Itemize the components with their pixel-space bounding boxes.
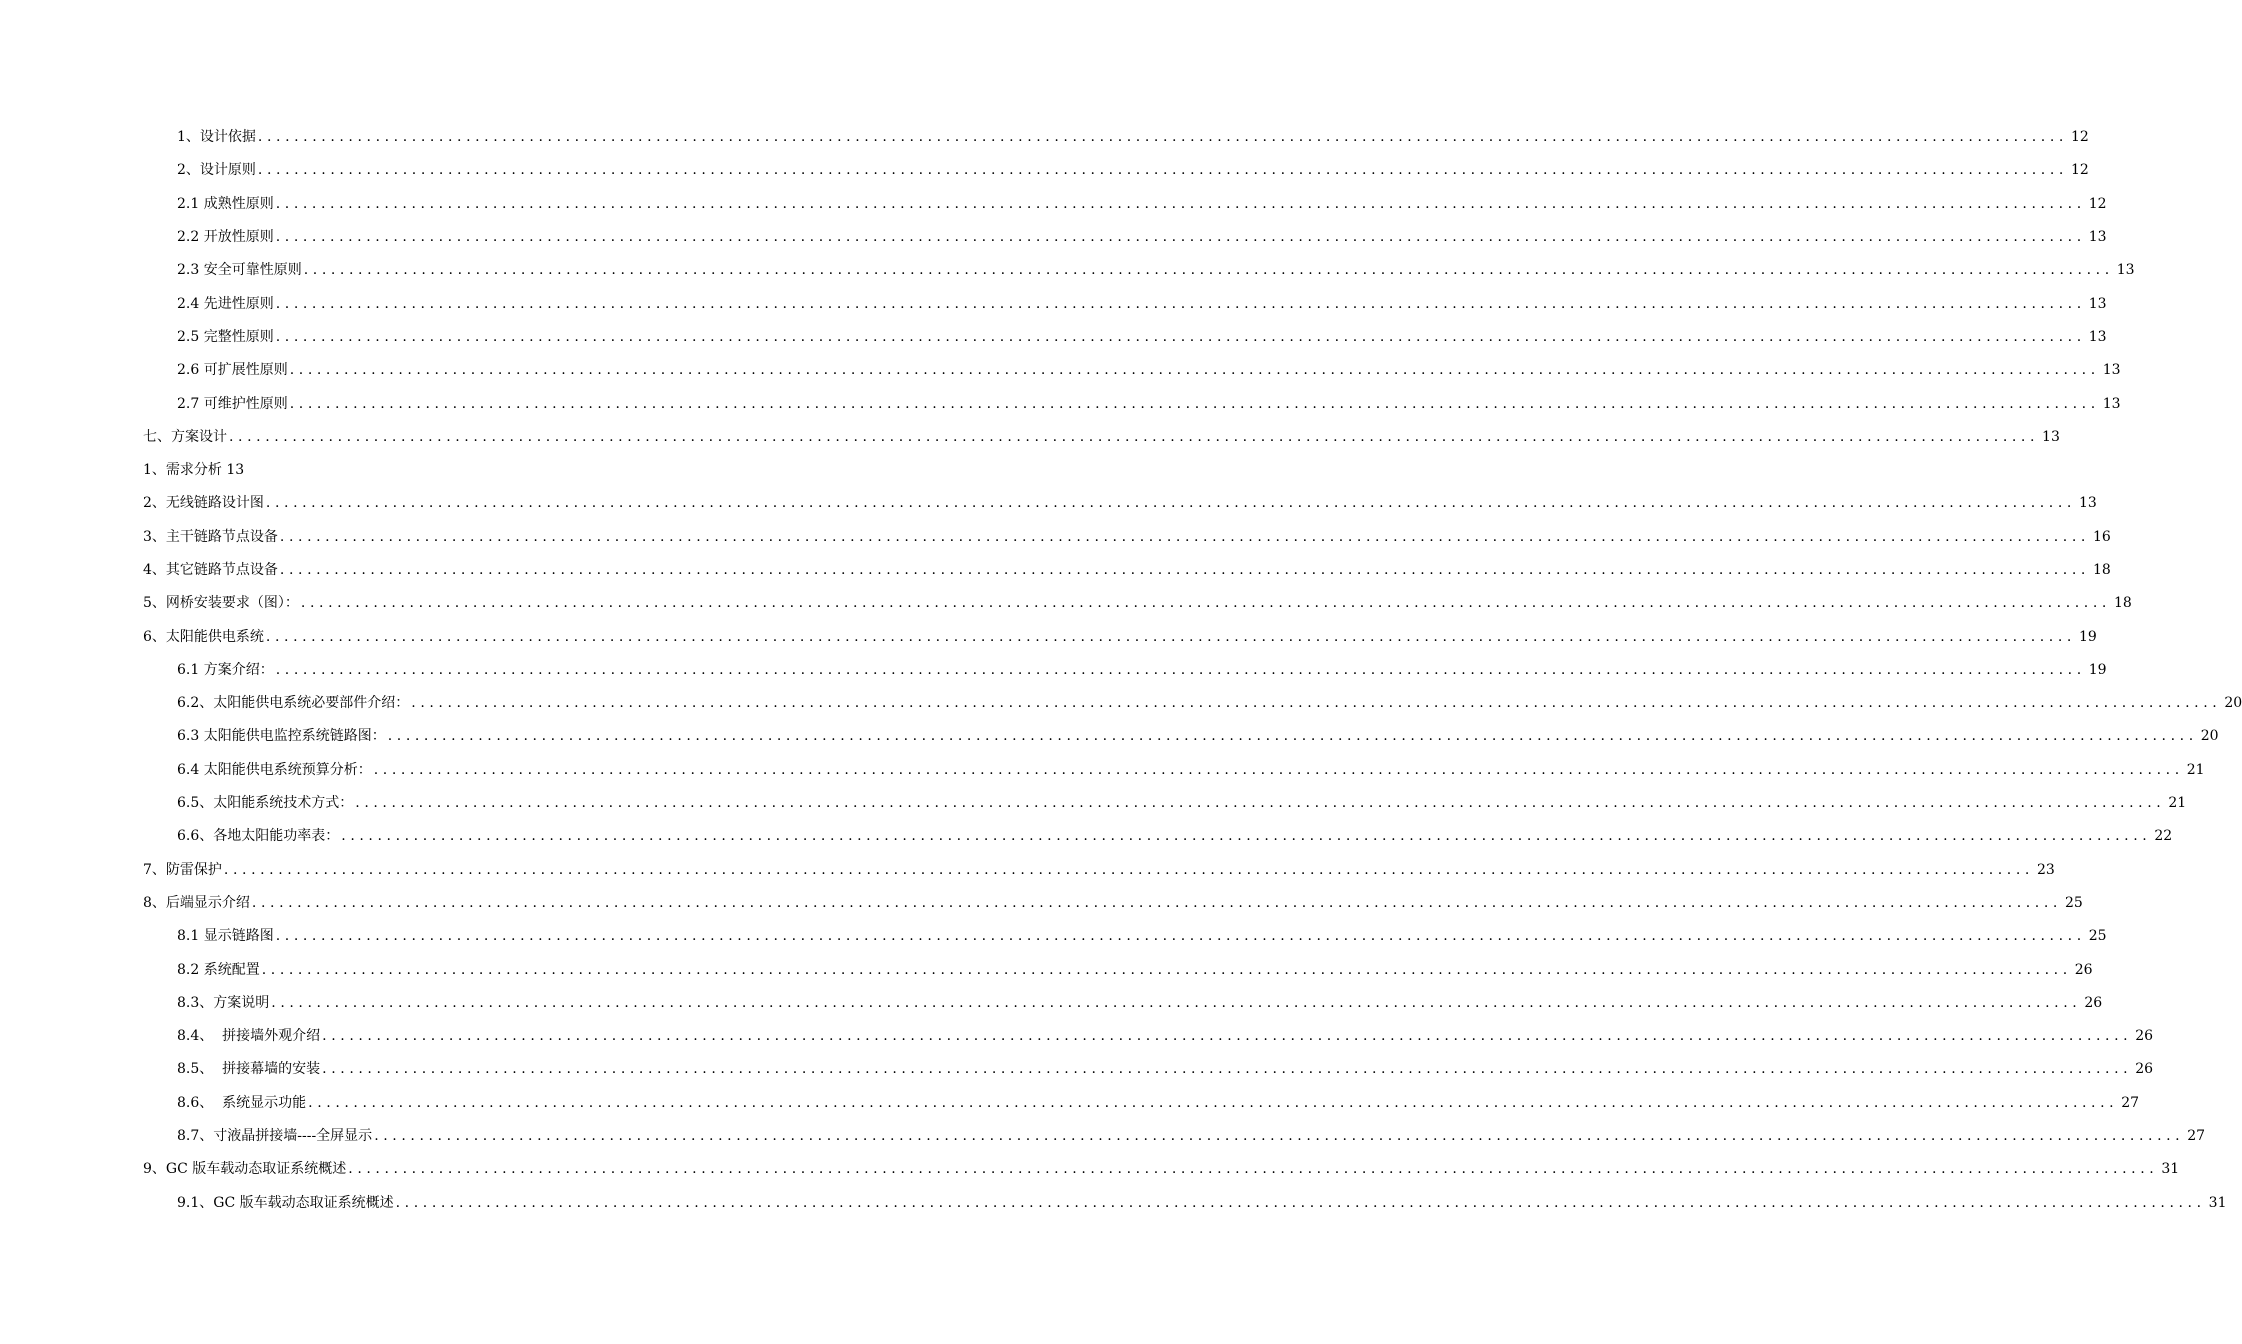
toc-entry[interactable]: [0, 121, 2089, 154]
toc-page-number: 16: [2092, 528, 2111, 545]
toc-entry[interactable]: [0, 154, 2089, 187]
toc-entry[interactable]: [0, 287, 2107, 320]
toc-page-number: 18: [2113, 595, 2132, 612]
toc-dot-leader: ........................................................................................................................................................................................................: [308, 1094, 2119, 1111]
toc-entry-label: 7、防雷保护: [143, 861, 222, 878]
toc-page-number: 19: [2088, 661, 2107, 678]
toc-entry[interactable]: [0, 953, 2093, 986]
toc-entry[interactable]: [0, 620, 2097, 653]
toc-page-number: 21: [2168, 795, 2187, 812]
toc-page-number: 26: [2084, 994, 2103, 1011]
toc-page-number: 27: [2187, 1128, 2206, 1145]
toc-entry[interactable]: [0, 987, 2103, 1020]
toc-dot-leader: ........................................................................................................................................................................................................: [257, 162, 2068, 179]
toc-page-number: 13: [2088, 328, 2107, 345]
toc-page-number: 26: [2135, 1061, 2154, 1078]
toc-dot-leader: ........................................................................................................................................................................................................: [275, 195, 2086, 212]
toc-entry[interactable]: [0, 1120, 2206, 1153]
toc-page-number: 12: [2070, 129, 2089, 146]
toc-page-number: 31: [2208, 1194, 2227, 1211]
toc-entry-label: 2、设计原则: [177, 162, 256, 179]
toc-entry-label: 6.6、各地太阳能功率表：: [177, 828, 340, 845]
toc-dot-leader: ........................................................................................................................................................................................................: [322, 1061, 2133, 1078]
toc-entry-label: 2.3 安全可靠性原则: [177, 262, 302, 279]
toc-entry[interactable]: [0, 1153, 2180, 1186]
toc-entry[interactable]: [0, 454, 950, 487]
toc-entry[interactable]: [0, 1020, 2154, 1053]
toc-page-number: 26: [2135, 1028, 2154, 1045]
toc-entry-label: 1、设计依据: [177, 129, 256, 146]
table-of-contents: [0, 121, 2242, 1220]
toc-entry-label: 6.1 方案介绍：: [177, 661, 274, 678]
toc-dot-leader: ........................................................................................................................................................................................................: [271, 994, 2082, 1011]
toc-dot-leader: ........................................................................................................................................................................................................: [341, 828, 2152, 845]
toc-entry-label: 6.5、太阳能系统技术方式：: [177, 795, 354, 812]
toc-entry-label: 8.2 系统配置: [177, 961, 260, 978]
toc-page-number: 18: [2092, 562, 2111, 578]
toc-page-number: 21: [2186, 761, 2205, 778]
toc-entry-label: 2、无线链路设计图: [143, 495, 264, 512]
toc-page-number: 13: [2102, 362, 2121, 379]
toc-dot-leader: ........................................................................................................................................................................................................: [387, 728, 2198, 745]
toc-entry-label: 8.4、 拼接墙外观介绍: [177, 1028, 321, 1045]
toc-dot-leader: ........................................................................................................................................................................................................: [322, 1028, 2133, 1045]
toc-entry[interactable]: [0, 554, 2111, 587]
toc-entry[interactable]: [0, 920, 2107, 953]
toc-dot-leader: ........................................................................................................................................................................................................: [251, 894, 2062, 911]
toc-entry[interactable]: [0, 687, 2242, 720]
toc-dot-leader: ........................................................................................................................................................................................................: [275, 229, 2086, 246]
toc-page-number: 19: [2078, 628, 2097, 645]
toc-entry-label: 2.1 成熟性原则: [177, 195, 274, 212]
toc-entry-label: 9.1、GC 版车载动态取证系统概述: [177, 1194, 394, 1211]
toc-entry[interactable]: [0, 354, 2121, 387]
toc-page-number: 13: [2078, 495, 2097, 512]
toc-entry-label: 2.5 完整性原则: [177, 328, 274, 345]
toc-entry-label: 8.3、方案说明: [177, 994, 270, 1011]
toc-page-number: 13: [2042, 428, 2060, 445]
toc-page-number: 31: [2161, 1161, 2180, 1178]
toc-page-number: 23: [2036, 861, 2055, 878]
toc-entry-label: 6、太阳能供电系统: [143, 628, 264, 645]
toc-entry[interactable]: [0, 887, 2083, 920]
toc-entry-label: 8、后端显示介绍: [143, 894, 250, 911]
toc-page-number: 26: [2074, 961, 2093, 978]
toc-entry-label: 6.2、太阳能供电系统必要部件介绍：: [177, 695, 410, 712]
toc-entry-label: 9、GC 版车载动态取证系统概述: [143, 1161, 347, 1178]
toc-dot-leader: ........................................................................................................................................................................................................: [395, 1194, 2206, 1211]
toc-entry[interactable]: [0, 587, 2132, 620]
toc-entry[interactable]: [0, 254, 2135, 287]
toc-entry-label: 2.6 可扩展性原则: [177, 362, 288, 379]
toc-page-number: 13: [2088, 229, 2107, 246]
toc-dot-leader: ........................................................................................................................................................................................................: [279, 562, 2090, 578]
toc-page-number: 12: [2088, 195, 2107, 212]
toc-dot-leader: ........................................................................................................................................................................................................: [411, 695, 2222, 712]
toc-entry-label: 2.4 先进性原则: [177, 295, 274, 312]
toc-page-number: 25: [2088, 928, 2107, 945]
toc-dot-leader: ........................................................................................................................................................................................................: [229, 428, 2040, 445]
toc-entry[interactable]: [0, 854, 2055, 887]
toc-entry[interactable]: [0, 1187, 2227, 1220]
toc-entry[interactable]: [0, 487, 2097, 520]
toc-dot-leader: ........................................................................................................................................................................................................: [275, 928, 2086, 945]
toc-dot-leader: ........................................................................................................................................................................................................: [355, 795, 2166, 812]
toc-entry[interactable]: [0, 521, 2111, 554]
toc-entry-label: 8.7、寸液晶拼接墙----全屏显示: [177, 1128, 373, 1145]
toc-dot-leader: ........................................................................................................................................................................................................: [275, 661, 2086, 678]
toc-entry-label: 七、方案设计: [143, 428, 227, 445]
toc-entry-label: 2.2 开放性原则: [177, 229, 274, 246]
toc-dot-leader: ........................................................................................................................................................................................................: [265, 628, 2076, 645]
toc-dot-leader: ........................................................................................................................................................................................................: [348, 1161, 2159, 1178]
toc-dot-leader: ........................................................................................................................................................................................................: [374, 1128, 2185, 1145]
toc-dot-leader: ........................................................................................................................................................................................................: [279, 528, 2090, 545]
toc-dot-leader: ........................................................................................................................................................................................................: [257, 129, 2068, 146]
toc-page-number: 20: [2200, 728, 2219, 745]
toc-dot-leader: ........................................................................................................................................................................................................: [289, 395, 2100, 412]
toc-dot-leader: ........................................................................................................................................................................................................: [289, 362, 2100, 379]
toc-entry[interactable]: [0, 1087, 2140, 1120]
toc-entry[interactable]: [0, 221, 2107, 254]
toc-entry[interactable]: [0, 188, 2107, 221]
toc-entry[interactable]: [0, 654, 2107, 687]
toc-entry-label: 6.3 太阳能供电监控系统链路图：: [177, 728, 386, 745]
toc-dot-leader: ........................................................................................................................................................................................................: [300, 595, 2111, 612]
toc-page-number: 25: [2064, 894, 2083, 911]
toc-entry-label: 5、网桥安装要求（图）：: [143, 595, 299, 612]
toc-entry[interactable]: [0, 754, 2205, 787]
toc-page-number: 27: [2121, 1094, 2140, 1111]
toc-page-number: 13: [2116, 262, 2135, 279]
toc-entry-label: 8.1 显示链路图: [177, 928, 274, 945]
toc-entry-label: 2.7 可维护性原则: [177, 395, 288, 412]
toc-dot-leader: ........................................................................................................................................................................................................: [265, 495, 2076, 512]
toc-entry[interactable]: [0, 720, 2219, 753]
toc-entry-label: 4、其它链路节点设备: [143, 562, 278, 578]
toc-entry-label: 1、需求分析 13: [143, 462, 245, 479]
toc-dot-leader: ........................................................................................................................................................................................................: [373, 761, 2184, 778]
toc-entry[interactable]: [0, 321, 2107, 354]
toc-entry-label: 8.6、 系统显示功能: [177, 1094, 307, 1111]
toc-page-number: 13: [2088, 295, 2107, 312]
toc-page-number: 12: [2070, 162, 2089, 179]
toc-dot-leader: ........................................................................................................................................................................................................: [275, 328, 2086, 345]
toc-page-number: 22: [2154, 828, 2173, 845]
toc-entry[interactable]: [0, 421, 2060, 454]
toc-page-number: 20: [2224, 695, 2242, 712]
toc-dot-leader: ........................................................................................................................................................................................................: [275, 295, 2086, 312]
toc-entry[interactable]: [0, 387, 2121, 420]
toc-dot-leader: ........................................................................................................................................................................................................: [223, 861, 2034, 878]
toc-entry[interactable]: [0, 1053, 2154, 1086]
toc-entry-label: 8.5、 拼接幕墙的安装: [177, 1061, 321, 1078]
toc-entry-label: 6.4 太阳能供电系统预算分析：: [177, 761, 372, 778]
toc-entry-label: 3、主干链路节点设备: [143, 528, 278, 545]
toc-page-number: 13: [2102, 395, 2121, 412]
toc-entry[interactable]: [0, 820, 2173, 853]
toc-dot-leader: ........................................................................................................................................................................................................: [261, 961, 2072, 978]
toc-dot-leader: ........................................................................................................................................................................................................: [303, 262, 2114, 279]
toc-entry[interactable]: [0, 787, 2187, 820]
